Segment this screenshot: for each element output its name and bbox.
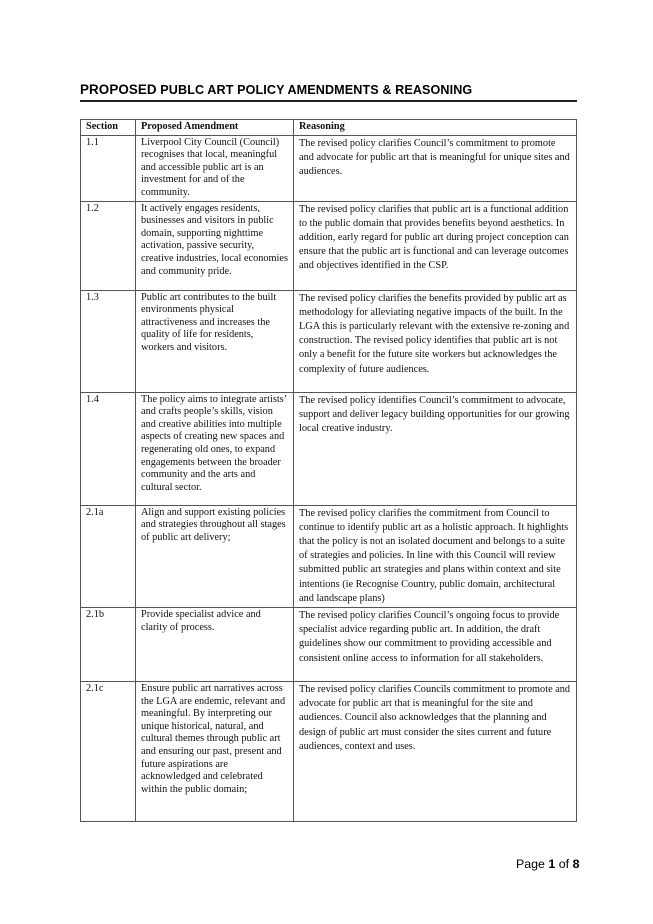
cell-reasoning: The revised policy clarifies the benefits provided by public art as methodology for alleviating negative impacts of the built. In the LGA this is particularly relevant with the extensive re-zoning and construction. The revised policy identifies that public art is not only a benefit for the future site workers but acknowledges the complexity of future audiences. bbox=[294, 290, 577, 392]
cell-amendment: The policy aims to integrate artists’ and crafts people’s skills, vision and creative abilities into multiple aspects of creating new spaces and regenerating old ones, to expand engagements between the broader community and the arts and cultural sector. bbox=[136, 392, 294, 505]
page-word: Page bbox=[516, 857, 545, 871]
cell-section: 1.1 bbox=[81, 135, 136, 201]
cell-amendment: Provide specialist advice and clarity of process. bbox=[136, 607, 294, 681]
cell-reasoning: The revised policy clarifies that public art is a functional addition to the public domain that provides benefits beyond aesthetics. In addition, early regard for public art during project conception can ensure that the public art is functional and can leverage outcomes and objectives identified in the CSP. bbox=[294, 201, 577, 290]
cell-reasoning: The revised policy clarifies the commitment from Council to continue to identify public art as a holistic approach. It highlights that the policy is not an isolated document and belongs to a suite of strategies and policies. In line with this Council will review submitted public art strategies and plans within context and site intentions (ie Recognise Country, public domain, architectural and landscape plans) bbox=[294, 505, 577, 607]
title-rest: PUBLC ART POLICY AMENDMENTS & REASONING bbox=[156, 83, 473, 97]
table-row bbox=[81, 135, 577, 201]
table-row bbox=[81, 201, 577, 290]
cell-reasoning: The revised policy identifies Council’s commitment to advocate, support and deliver legacy building opportunities for our growing local creative industry. bbox=[294, 392, 577, 505]
cell-section: 1.4 bbox=[81, 392, 136, 505]
cell-amendment: Ensure public art narratives across the LGA are endemic, relevant and meaningful. By interpreting our unique historical, natural, and cultural themes through public art and ensuring our past, present and future aspirations are acknowledged and celebrated within the public domain; bbox=[136, 681, 294, 821]
table-header-row bbox=[81, 120, 577, 136]
cell-section: 1.2 bbox=[81, 201, 136, 290]
cell-section: 1.3 bbox=[81, 290, 136, 392]
page-total: 8 bbox=[572, 857, 580, 871]
cell-reasoning: The revised policy clarifies Councils commitment to promote and advocate for public art that is meaningful for the site and audiences. Council also acknowledges that the planning and design of public art must consider the sites current and future audiences, context and uses. bbox=[294, 681, 577, 821]
page-of: of bbox=[558, 857, 570, 871]
header-reasoning: Reasoning bbox=[294, 120, 577, 136]
table-row bbox=[81, 505, 577, 607]
cell-amendment: It actively engages residents, businesses and visitors in public domain, supporting nighttime activation, passive security, creative industries, local economies and community pride. bbox=[136, 201, 294, 290]
page-number bbox=[516, 857, 579, 871]
table-row bbox=[81, 290, 577, 392]
cell-reasoning: The revised policy clarifies Council’s ongoing focus to provide specialist advice regarding public art. In addition, the draft guidelines show our commitment to providing accessible and consistent online access to information for all stakeholders. bbox=[294, 607, 577, 681]
page-current: 1 bbox=[548, 857, 556, 871]
header-amendment: Proposed Amendment bbox=[136, 120, 294, 136]
amendments-table bbox=[80, 119, 577, 822]
cell-amendment: Public art contributes to the built environments physical attractiveness and increases the quality of life for residents, workers and visitors. bbox=[136, 290, 294, 392]
cell-section: 2.1b bbox=[81, 607, 136, 681]
page-title bbox=[80, 82, 472, 97]
table-row bbox=[81, 607, 577, 681]
header-section: Section bbox=[81, 120, 136, 136]
title-lead: PROPOSED bbox=[80, 82, 157, 97]
title-underline bbox=[80, 100, 577, 102]
cell-reasoning: The revised policy clarifies Council’s commitment to promote and advocate for public art that is meaningful for unique sites and audiences. bbox=[294, 135, 577, 201]
table-row bbox=[81, 392, 577, 505]
cell-amendment: Align and support existing policies and strategies throughout all stages of public art delivery; bbox=[136, 505, 294, 607]
table-row bbox=[81, 681, 577, 821]
cell-section: 2.1a bbox=[81, 505, 136, 607]
cell-section: 2.1c bbox=[81, 681, 136, 821]
cell-amendment: Liverpool City Council (Council) recognises that local, meaningful and accessible public art is an investment for and of the community. bbox=[136, 135, 294, 201]
